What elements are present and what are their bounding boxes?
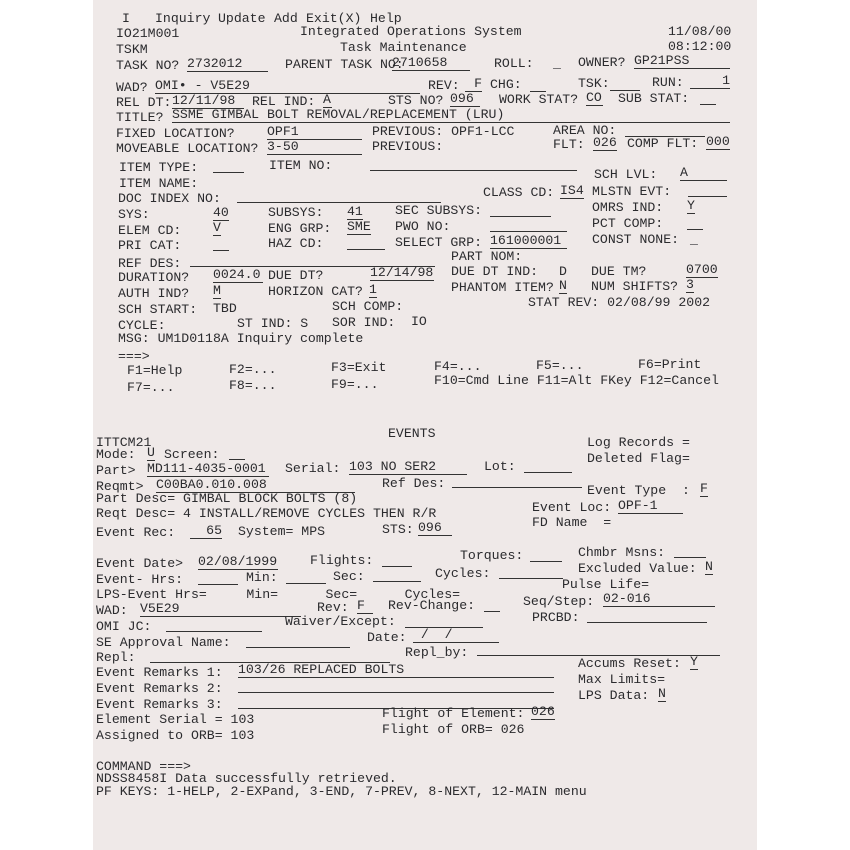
reqmt-label: Reqmt>	[96, 479, 144, 494]
phantom-item-field[interactable]: N	[559, 278, 567, 293]
rev-field[interactable]: F	[357, 599, 373, 614]
haz-cd-label: HAZ CD:	[268, 236, 324, 251]
fd-name: FD Name =	[532, 515, 612, 530]
work-stat-label: WORK STAT?	[499, 92, 579, 107]
screen-label: Screen:	[164, 447, 220, 462]
chmbr-msns-label: Chmbr Msns:	[578, 545, 666, 560]
work-stat-field[interactable]: CO	[586, 90, 602, 105]
fixed-location-field[interactable]: OPF1	[267, 125, 362, 140]
doc-index-label: DOC INDEX NO:	[118, 191, 221, 206]
class-cd-field[interactable]: IS4	[560, 183, 584, 198]
waiver-label: Waiver/Except:	[285, 614, 396, 629]
wad-field[interactable]: OMI• - V5E29	[155, 79, 420, 94]
menu-help[interactable]: Help	[370, 11, 402, 26]
flight-of-element-label: Flight of Element:	[382, 706, 525, 721]
fkey-f1-help[interactable]: F1=Help	[127, 363, 183, 378]
mode-field[interactable]: U	[147, 445, 155, 460]
ref-des-field[interactable]	[452, 473, 582, 488]
date-field[interactable]: / /	[413, 628, 499, 643]
sch-start-label: SCH START:	[118, 302, 198, 317]
rev-change-label: Rev-Change:	[388, 598, 476, 613]
sec-label: Sec:	[333, 569, 365, 584]
previous-moveable-location: PREVIOUS:	[372, 139, 444, 154]
waiver-field[interactable]	[405, 613, 483, 628]
wad-label: WAD?	[116, 80, 148, 95]
event-remarks-2-field[interactable]	[238, 678, 554, 693]
menu-update[interactable]: Update	[218, 11, 266, 26]
message-line: MSG: UM1D0118A Inquiry complete	[118, 331, 364, 346]
sch-start-value: TBD	[213, 301, 237, 316]
omi-jc-field[interactable]	[166, 617, 262, 632]
eng-grp-label: ENG GRP:	[268, 221, 332, 236]
event-rec-field[interactable]: 65	[190, 524, 222, 539]
comp-flt-label: COMP FLT:	[627, 136, 699, 151]
sys-field[interactable]: 40	[213, 205, 229, 220]
events-screen-id: ITTCM21	[96, 435, 152, 450]
rev-change-field[interactable]	[484, 597, 500, 612]
duration-label: DURATION?	[118, 270, 190, 285]
reqmt-field[interactable]: C00BA0.010.008	[156, 478, 355, 493]
parent-task-field[interactable]: 2710658	[392, 56, 470, 71]
sch-lvl-label: SCH LVL:	[594, 167, 658, 182]
flt-label: FLT:	[553, 137, 585, 152]
event-loc-field[interactable]: OPF-1	[618, 499, 683, 514]
select-grp-label: SELECT GRP:	[395, 235, 483, 250]
due-tm-field[interactable]: 0700	[686, 262, 718, 277]
sec-subsys-label: SEC SUBSYS:	[395, 203, 483, 218]
item-type-label: ITEM TYPE:	[119, 160, 199, 175]
serial-label: Serial:	[285, 461, 341, 476]
sts-field[interactable]: 096	[418, 521, 452, 536]
page-title: Task Maintenance	[340, 40, 467, 55]
se-approval-field[interactable]	[246, 633, 350, 648]
event-type-label: Event Type :	[587, 483, 690, 498]
duration-field[interactable]: 0024.0	[213, 268, 263, 283]
cycles-label: Cycles:	[435, 566, 491, 581]
wad-label: WAD:	[96, 603, 128, 618]
owner-label: OWNER?	[578, 55, 626, 70]
lot-label: Lot:	[484, 459, 516, 474]
sts-no-label: STS NO?	[388, 93, 444, 108]
system-title: Integrated Operations System	[300, 24, 522, 39]
item-no-label: ITEM NO:	[269, 158, 333, 173]
status-message: NDSS8458I Data successfully retrieved.	[96, 771, 397, 786]
tsk-label: TSK:	[578, 76, 610, 91]
prcbd-label: PRCBD:	[532, 610, 580, 625]
title-field[interactable]: SSME GIMBAL BOLT REMOVAL/REPLACEMENT (LRU)	[172, 108, 730, 123]
fkey-f9[interactable]: F9=...	[331, 377, 379, 392]
event-date-label: Event Date>	[96, 556, 184, 571]
num-shifts-field[interactable]: 3	[686, 277, 694, 292]
moveable-location-field[interactable]: 3-50	[267, 140, 362, 155]
due-dt-field[interactable]: 12/14/98	[370, 265, 434, 280]
flight-of-element-field[interactable]: 026	[531, 704, 555, 719]
sor-ind-value: IO	[411, 314, 427, 329]
subsys-field[interactable]: 41	[347, 204, 363, 219]
cycles-field[interactable]	[499, 564, 563, 579]
seq-step-field[interactable]: 02-016	[603, 592, 715, 607]
event-loc-label: Event Loc:	[532, 500, 612, 515]
flt-field[interactable]: 026	[593, 135, 617, 150]
comp-flt-field[interactable]: 000	[706, 134, 730, 149]
item-name-label: ITEM NAME:	[119, 176, 199, 191]
pulse-life: Pulse Life=	[562, 577, 650, 592]
mlstn-evt-label: MLSTN EVT:	[592, 184, 672, 199]
system-value: System= MPS	[238, 524, 326, 539]
time: 08:12:00	[668, 39, 732, 54]
command-line[interactable]: COMMAND ===>	[96, 759, 191, 774]
repl-field[interactable]	[150, 648, 390, 663]
pwo-no-label: PWO NO:	[395, 219, 451, 234]
event-type-field[interactable]: F	[700, 481, 708, 496]
rev-label: Rev:	[317, 600, 349, 615]
screen-id: IO21M001	[116, 26, 180, 41]
events-title: EVENTS	[388, 426, 436, 441]
lps-data-field[interactable]: N	[658, 686, 666, 701]
roll-field[interactable]: _	[553, 56, 561, 71]
repl-by-label: Repl_by:	[405, 645, 469, 660]
run-label: RUN:	[652, 75, 684, 90]
subsys-label: SUBSYS:	[268, 205, 324, 220]
mode-label: Mode:	[96, 447, 136, 462]
sor-ind-label: SOR IND:	[332, 315, 396, 330]
num-shifts-label: NUM SHIFTS?	[591, 279, 679, 294]
omrs-ind-field[interactable]: Y	[687, 198, 695, 213]
previous-fixed-location: PREVIOUS: OPF1-LCC	[372, 124, 515, 139]
rel-dt-label: REL DT:	[116, 95, 172, 110]
elem-cd-field[interactable]: V	[213, 220, 221, 235]
title-label: TITLE?	[116, 110, 164, 125]
sts-no-field[interactable]: 096	[450, 92, 480, 107]
const-none-field[interactable]: _	[690, 232, 698, 247]
repl-by-field[interactable]	[477, 641, 720, 656]
fkey-f4[interactable]: F4=...	[434, 359, 482, 374]
due-tm-label: DUE TM?	[591, 264, 647, 279]
event-date-field[interactable]: 02/08/1999	[198, 554, 278, 569]
transaction-code: TSKM	[116, 42, 148, 57]
date: 11/08/00	[668, 24, 732, 39]
fkey-f7[interactable]: F7=...	[127, 380, 175, 395]
event-remarks-1-field[interactable]: 103/26 REPLACED BOLTS	[238, 663, 554, 678]
rel-ind-label: REL IND:	[252, 94, 316, 109]
auth-ind-label: AUTH IND?	[118, 286, 190, 301]
phantom-item-label: PHANTOM ITEM?	[451, 280, 554, 295]
due-dt-ind-value: D	[559, 264, 567, 279]
min-field[interactable]	[286, 569, 326, 584]
sec-field[interactable]	[373, 567, 421, 582]
command-prompt[interactable]: ===>	[118, 349, 150, 364]
flights-field[interactable]	[382, 552, 412, 567]
flight-of-orb: Flight of ORB= 026	[382, 722, 525, 737]
max-limits: Max Limits=	[578, 672, 666, 687]
due-dt-label: DUE DT?	[268, 268, 324, 283]
wad-field[interactable]: V5E29	[140, 602, 301, 617]
date-label: Date:	[367, 630, 407, 645]
menu-inquiry[interactable]: Inquiry	[155, 11, 211, 26]
chg-label: CHG:	[490, 77, 522, 92]
accums-reset-label: Accums Reset:	[578, 656, 681, 671]
rev-label: REV:	[428, 78, 460, 93]
excluded-value-label: Excluded Value:	[578, 561, 697, 576]
class-cd-label: CLASS CD:	[483, 185, 555, 200]
area-no-label: AREA NO:	[553, 123, 617, 138]
fkey-f3-exit[interactable]: F3=Exit	[331, 360, 387, 375]
elem-cd-label: ELEM CD:	[118, 223, 182, 238]
task-no-label: TASK NO?	[116, 58, 180, 73]
omrs-ind-label: OMRS IND:	[592, 200, 664, 215]
cycle-label: CYCLE:	[118, 318, 166, 333]
part-label: Part>	[96, 463, 136, 478]
event-remarks-1-label: Event Remarks 1:	[96, 665, 223, 680]
log-records: Log Records =	[587, 435, 690, 450]
fixed-location-label: FIXED LOCATION?	[116, 126, 235, 141]
roll-label: ROLL:	[494, 56, 534, 71]
rev-field[interactable]: F	[465, 77, 482, 92]
hrs-label: Event- Hrs:	[96, 572, 184, 587]
seq-step-label: Seq/Step:	[523, 594, 595, 609]
fkey-f5[interactable]: F5=...	[536, 358, 584, 373]
torques-label: Torques:	[460, 548, 524, 563]
sub-stat-label: SUB STAT:	[618, 91, 690, 106]
fkey-f10-f12[interactable]: F10=Cmd Line F11=Alt FKey F12=Cancel	[434, 373, 719, 388]
sch-lvl-field[interactable]: A	[680, 166, 727, 181]
ref-des-label: Ref Des:	[382, 476, 446, 491]
horizon-cat-field[interactable]: 1	[369, 282, 377, 297]
auth-ind-field[interactable]: M	[213, 283, 221, 298]
part-nom-label: PART NOM:	[451, 249, 523, 264]
due-dt-ind-label: DUE DT IND:	[451, 264, 539, 279]
ref-des-label: REF DES:	[118, 256, 182, 271]
stat-rev: STAT REV: 02/08/99 2002	[528, 295, 711, 310]
flights-label: Flights:	[310, 553, 374, 568]
horizon-cat-label: HORIZON CAT?	[268, 284, 363, 299]
min-label: Min:	[246, 570, 278, 585]
eng-grp-field[interactable]: SME	[347, 219, 371, 234]
moveable-location-label: MOVEABLE LOCATION?	[116, 141, 259, 156]
rel-ind-field[interactable]: A	[323, 92, 331, 107]
select-grp-field[interactable]: 161000001	[490, 234, 567, 249]
owner-field[interactable]: GP21PSS	[634, 54, 730, 69]
rel-dt-field[interactable]: 12/11/98	[172, 94, 244, 109]
accums-reset-field[interactable]: Y	[690, 654, 698, 669]
element-serial: Element Serial = 103	[96, 712, 255, 727]
lot-field[interactable]	[524, 458, 572, 473]
deleted-flag: Deleted Flag=	[587, 451, 690, 466]
pf-keys-help: PF KEYS: 1-HELP, 2-EXPand, 3-END, 7-PREV, 8-NEXT, 12-MAIN menu	[96, 784, 587, 799]
parent-task-label: PARENT TASK NO:	[285, 57, 404, 72]
const-none-label: CONST NONE:	[592, 232, 680, 247]
fkey-f8[interactable]: F8=...	[229, 378, 277, 393]
reqt-desc: Reqt Desc= 4 INSTALL/REMOVE CYCLES THEN R/R	[96, 506, 437, 521]
repl-label: Repl:	[96, 650, 136, 665]
event-remarks-3-label: Event Remarks 3:	[96, 697, 223, 712]
assigned-to-orb: Assigned to ORB= 103	[96, 728, 255, 743]
sch-comp-label: SCH COMP:	[332, 299, 404, 314]
menu-exit[interactable]: Exit(X)	[306, 11, 362, 26]
torques-field[interactable]	[530, 547, 562, 562]
pri-cat-label: PRI CAT:	[118, 238, 182, 253]
pct-comp-label: PCT COMP:	[592, 216, 664, 231]
event-remarks-2-label: Event Remarks 2:	[96, 681, 223, 696]
event-rec-label: Event Rec:	[96, 525, 176, 540]
part-desc: Part Desc= GIMBAL BLOCK BOLTS (8)	[96, 491, 358, 506]
part-field[interactable]: MD111-4035-0001	[147, 462, 269, 477]
screen-field[interactable]	[229, 445, 245, 460]
sts-label: STS:	[382, 522, 414, 537]
excluded-value-field[interactable]: N	[705, 559, 713, 574]
chmbr-msns-field[interactable]	[674, 543, 706, 558]
mode-indicator: I	[122, 11, 130, 26]
prcbd-field[interactable]	[587, 608, 707, 623]
sys-label: SYS:	[118, 207, 150, 222]
menu-add[interactable]: Add	[274, 11, 298, 26]
hrs-field[interactable]	[198, 570, 238, 585]
task-no-field[interactable]: 2732012	[187, 57, 268, 72]
lps-data-label: LPS Data:	[578, 688, 650, 703]
fkey-f6-print[interactable]: F6=Print	[638, 357, 702, 372]
omi-jc-label: OMI JC:	[96, 619, 152, 634]
fkey-f2[interactable]: F2=...	[229, 362, 277, 377]
se-approval-label: SE Approval Name:	[96, 635, 231, 650]
st-ind: ST IND: S	[237, 316, 309, 331]
run-field[interactable]: 1	[690, 74, 730, 89]
serial-field[interactable]: 103 NO SER2	[349, 460, 467, 475]
lps-event-line: LPS-Event Hrs= Min= Sec= Cycles=	[96, 587, 461, 602]
